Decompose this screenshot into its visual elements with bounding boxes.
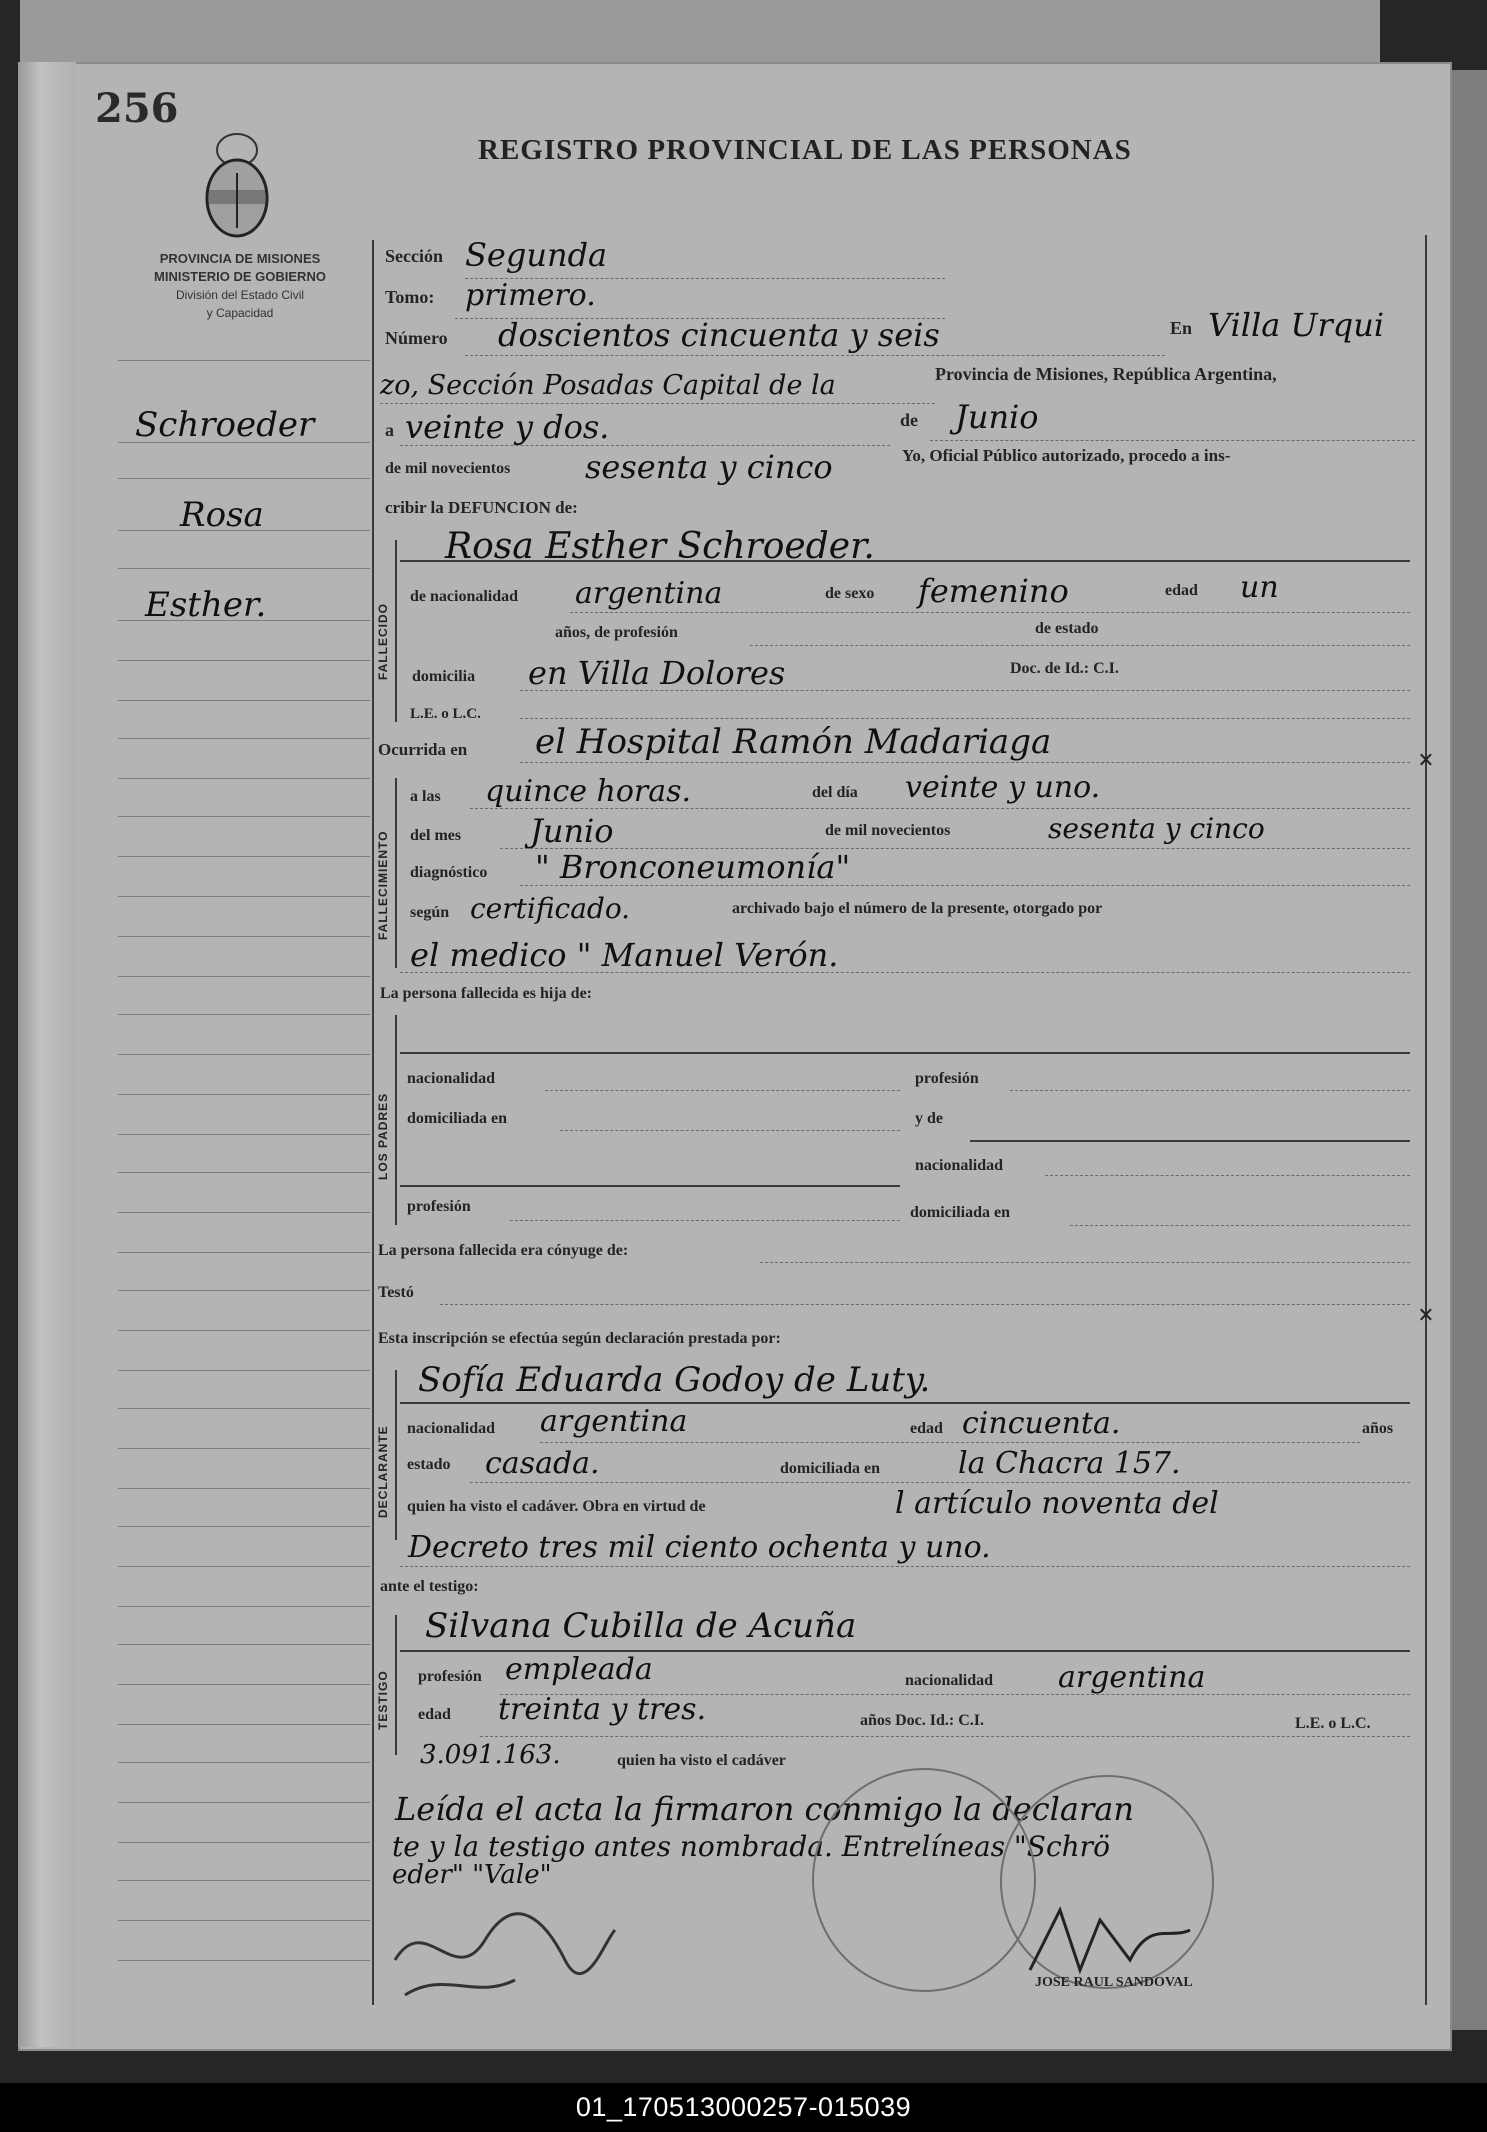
edad-value: un <box>1240 570 1279 605</box>
testigo-profesion-label: profesión <box>418 1668 482 1685</box>
official-text: Yo, Oficial Público autorizado, procedo a ins- <box>902 446 1231 465</box>
declarante-side-label: DECLARANTE <box>376 1425 390 1518</box>
margin-cross-mark: × <box>1418 745 1434 776</box>
dia-value: veinte y uno. <box>905 770 1101 805</box>
declarante-estado-value: casada. <box>485 1446 600 1481</box>
anio-value: sesenta y cinco <box>1048 812 1265 845</box>
stamp-name: JOSE RAUL SANDOVAL <box>1035 1975 1193 1990</box>
year-label: de mil novecientos <box>385 460 511 477</box>
testigo-profesion-value: empleada <box>505 1652 653 1687</box>
testigo-edad-value: treinta y tres. <box>498 1692 707 1727</box>
testigo-doc-label: años Doc. Id.: C.I. <box>860 1712 985 1729</box>
testigo-side-label: TESTIGO <box>376 1670 390 1730</box>
seccion-label: Sección <box>385 246 443 266</box>
anos-profesion-label: años, de profesión <box>555 624 678 641</box>
closing-line-1: Leída el acta la firmaron conmigo la declaran <box>395 1790 1134 1828</box>
madre-yde-label: y de <box>915 1110 943 1127</box>
ministry-division: División del Estado Civil <box>175 288 305 302</box>
underlying-page <box>20 0 1380 70</box>
padre-domicilio-label: domiciliada en <box>407 1110 508 1127</box>
segun-value: certificado. <box>470 892 631 925</box>
ministry-capacity: y Capacidad <box>206 306 274 320</box>
declarante-nacionalidad-value: argentina <box>540 1404 688 1439</box>
provincia-text: Provincia de Misiones, República Argentina, <box>935 364 1277 384</box>
sexo-value: femenino <box>918 572 1069 610</box>
ocurrida-label: Ocurrida en <box>378 740 468 759</box>
testigo-nacionalidad-value: argentina <box>1058 1660 1206 1695</box>
inscribe-text: cribir la DEFUNCION de: <box>385 498 578 517</box>
ministry-province: PROVINCIA DE MISIONES <box>159 251 321 266</box>
madre-profesion-label: profesión <box>407 1198 471 1215</box>
testigo-doc-value: 3.091.163. <box>420 1740 561 1770</box>
padre-nacionalidad-label: nacionalidad <box>407 1070 496 1087</box>
nacionalidad-value: argentina <box>575 576 723 611</box>
dia-label: del día <box>812 784 858 801</box>
declarante-edad-value: cincuenta. <box>962 1406 1121 1441</box>
testigo-cadaver-text: quien ha visto el cadáver <box>617 1752 786 1769</box>
day-value: veinte y dos. <box>405 408 610 446</box>
le-label: L.E. o L.C. <box>410 706 481 722</box>
declarante-nacionalidad-label: nacionalidad <box>407 1420 496 1437</box>
testigo-name: Silvana Cubilla de Acuña <box>425 1606 857 1646</box>
testigo-le-label: L.E. o L.C. <box>1295 1715 1371 1732</box>
margin-middle-name: Esther. <box>145 585 267 625</box>
margin-first-name: Rosa <box>180 495 264 535</box>
fallecido-name: Rosa Esther Schroeder. <box>445 526 875 567</box>
padres-side-label: LOS PADRES <box>376 1092 390 1180</box>
nacionalidad-label: de nacionalidad <box>410 588 519 605</box>
margin-cross-mark-2: × <box>1418 1300 1434 1331</box>
declaracion-intro: Esta inscripción se efectúa según declaración prestada por: <box>378 1330 781 1347</box>
en-label: En <box>1170 318 1193 338</box>
declarante-domicilio-label: domiciliada en <box>780 1460 881 1477</box>
testo-label: Testó <box>378 1284 414 1301</box>
medico-value: el medico " Manuel Verón. <box>410 936 839 974</box>
domicilio-label: domicilia <box>412 668 476 685</box>
fallecimiento-side-label: FALLECIMIENTO <box>376 830 390 940</box>
testigo-edad-label: edad <box>418 1706 451 1723</box>
archivado-text: archivado bajo el número de la presente, otorgado por <box>732 900 1103 917</box>
tomo-label: Tomo: <box>385 287 435 307</box>
a-label: a <box>385 420 394 440</box>
padre-profesion-label: profesión <box>915 1070 979 1087</box>
cadaver-value: l artículo noventa del <box>895 1486 1219 1521</box>
testigo-intro: ante el testigo: <box>380 1578 479 1595</box>
declarante-domicilio-value: la Chacra 157. <box>958 1446 1181 1481</box>
domicilio-value: en Villa Dolores <box>528 654 786 692</box>
edad-label: edad <box>1165 582 1198 599</box>
place-continuation: zo, Sección Posadas Capital de la <box>380 370 836 401</box>
ocurrida-value: el Hospital Ramón Madariaga <box>535 722 1052 762</box>
ministry-name: MINISTERIO DE GOBIERNO <box>154 269 326 284</box>
coat-of-arms-icon <box>197 128 277 243</box>
declarante-edad-label: edad <box>910 1420 943 1437</box>
month-value: Junio <box>955 398 1039 436</box>
madre-nacionalidad-label: nacionalidad <box>915 1157 1004 1174</box>
mes-label: del mes <box>410 827 462 844</box>
closing-line-3: eder" "Vale" <box>392 1860 552 1890</box>
sexo-label: de sexo <box>825 585 875 602</box>
estado-label: de estado <box>1035 620 1099 637</box>
segun-label: según <box>410 904 450 921</box>
en-value: Villa Urqui <box>1208 306 1385 344</box>
declarante-name: Sofía Eduarda Godoy de Luty. <box>418 1360 931 1400</box>
folio-number: 256 <box>95 85 179 132</box>
seccion-value: Segunda <box>465 236 608 274</box>
anio-label: de mil novecientos <box>825 822 951 839</box>
fallecido-side-label: FALLECIDO <box>376 603 390 680</box>
margin-surname: Schroeder <box>135 405 315 445</box>
doc-label: Doc. de Id.: C.I. <box>1010 660 1119 677</box>
right-border <box>1425 235 1427 2005</box>
numero-value: doscientos cincuenta y seis <box>498 316 940 354</box>
tomo-value: primero. <box>465 278 596 313</box>
numero-label: Número <box>385 328 448 348</box>
signature-scribble-icon <box>385 1900 625 2010</box>
closing-line-2: te y la testigo antes nombrada. Entrelíneas "Schrö <box>392 1830 1110 1863</box>
hija-label: La persona fallecida es hija de: <box>380 985 592 1002</box>
book-binding <box>18 62 76 2047</box>
diagnostico-label: diagnóstico <box>410 864 488 881</box>
ministry-header <box>105 250 375 322</box>
decreto-value: Decreto tres mil ciento ochenta y uno. <box>408 1530 991 1565</box>
declarante-estado-label: estado <box>407 1456 451 1473</box>
conyuge-label: La persona fallecida era cónyuge de: <box>378 1242 629 1259</box>
hora-value: quince horas. <box>485 774 692 809</box>
scan-identifier: 01_170513000257-015039 <box>0 2083 1487 2132</box>
year-value: sesenta y cinco <box>585 448 833 486</box>
mes-value: Junio <box>530 812 614 850</box>
diagnostico-value: " Bronconeumonía" <box>535 848 851 886</box>
margin-divider <box>372 240 374 2005</box>
de-label: de <box>900 410 918 430</box>
declarante-anos-label: años <box>1362 1420 1394 1437</box>
document-title: REGISTRO PROVINCIAL DE LAS PERSONAS <box>478 134 1132 166</box>
madre-domicilio-label: domiciliada en <box>910 1204 1011 1221</box>
testigo-nacionalidad-label: nacionalidad <box>905 1672 994 1689</box>
official-signature-icon <box>1020 1900 1200 1980</box>
cadaver-text: quien ha visto el cadáver. Obra en virtud de <box>407 1498 706 1515</box>
hora-label: a las <box>410 788 441 805</box>
